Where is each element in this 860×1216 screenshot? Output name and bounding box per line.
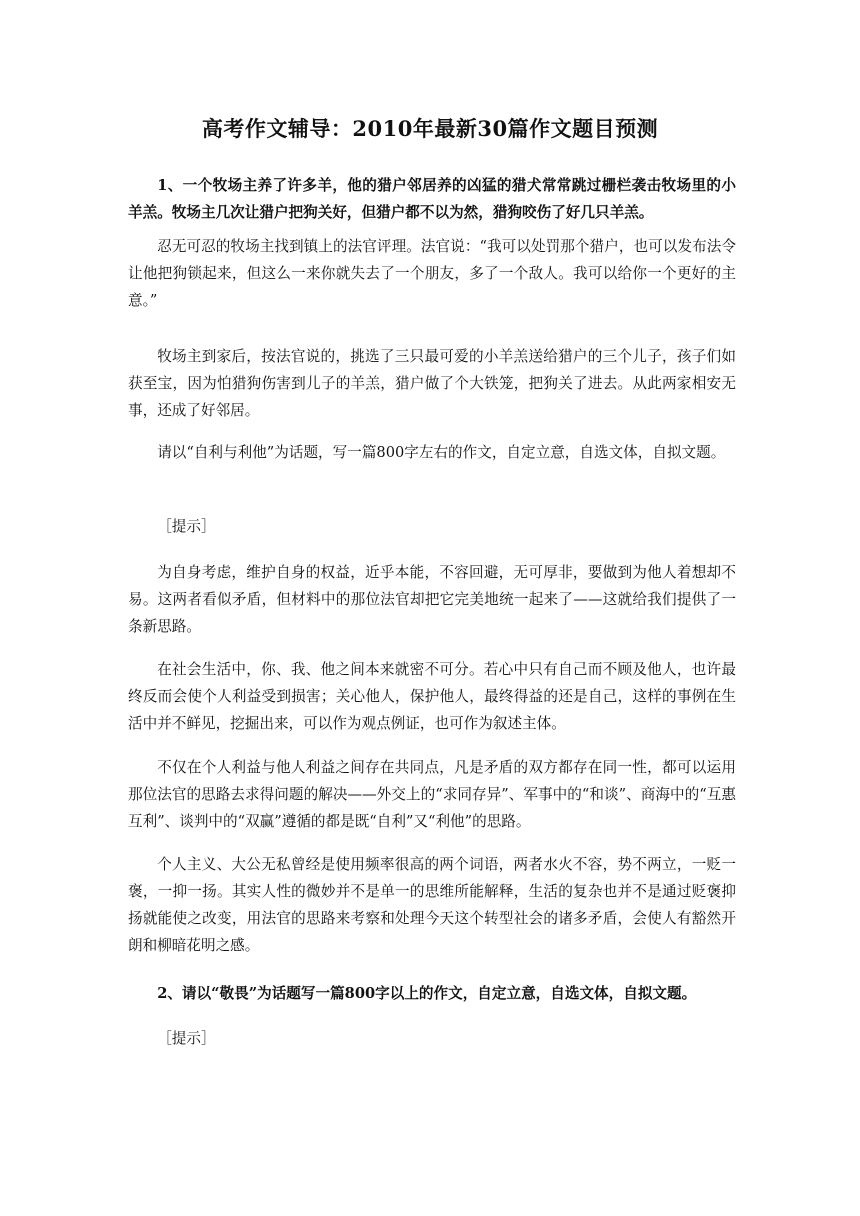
hint-label-1: ［提示］ (157, 518, 216, 535)
hint-paragraph-3: 不仅在个人利益与他人利益之间存在共同点，凡是矛盾的双方都存在同一性，都可以运用那位法官的思路去求得问题的解决——外交上的“求同存异”、军事中的“和谈”、商海中的“互惠互利”、谈判中的“双赢”遵循的都是既“自利”又“利他”的思路。 (128, 759, 736, 830)
hint-label-2: ［提示］ (157, 1030, 216, 1047)
story-paragraph-2: 牧场主到家后，按法官说的，挑选了三只最可爱的小羊羔送给猎户的三个儿子，孩子们如获至宝，因为怕猎狗伤害到儿子的羊羔，猎户做了个大铁笼，把狗关了进去。从此两家相安无事，还成了好邻居。 (128, 348, 736, 419)
question-2-prompt: 2、请以“敬畏”为话题写一篇800字以上的作文，自定立意，自选文体，自拟文题。 (157, 985, 697, 1002)
hint-paragraph-1: 为自身考虑，维护自身的权益，近乎本能，不容回避，无可厚非，要做到为他人着想却不易。这两者看似矛盾，但材料中的那位法官却把它完美地统一起来了——这就给我们提供了一条新思路。 (128, 564, 736, 635)
hint-paragraph-4: 个人主义、大公无私曾经是使用频率很高的两个词语，两者水火不容，势不两立，一贬一褒，一抑一扬。其实人性的微妙并不是单一的思维所能解释，生活的复杂也并不是通过贬褒抑扬就能使之改变，用法官的思路来考察和处理今天这个转型社会的诸多矛盾，会使人有豁然开朗和柳暗花明之感。 (128, 856, 736, 954)
document-title: 高考作文辅导：2010年最新30篇作文题目预测 (201, 116, 659, 141)
question-1-prompt: 1、一个牧场主养了许多羊，他的猎户邻居养的凶猛的猎犬常常跳过栅栏袭击牧场里的小羊羔。牧场主几次让猎户把狗关好，但猎户都不以为然，猎狗咬伤了好几只羊羔。 (128, 177, 736, 221)
hint-paragraph-2: 在社会生活中，你、我、他之间本来就密不可分。若心中只有自己而不顾及他人，也许最终反而会使个人利益受到损害；关心他人，保护他人，最终得益的还是自己，这样的事例在生活中并不鲜见，挖掘出来，可以作为观点例证，也可作为叙述主体。 (128, 661, 736, 732)
story-paragraph-1: 忍无可忍的牧场主找到镇上的法官评理。法官说：“我可以处罚那个猎户，也可以发布法令让他把狗锁起来，但这么一来你就失去了一个朋友，多了一个敌人。我可以给你一个更好的主意。” (128, 238, 736, 309)
question-1-instruction: 请以“自利与利他”为话题，写一篇800字左右的作文，自定立意，自选文体，自拟文题。 (157, 444, 726, 461)
